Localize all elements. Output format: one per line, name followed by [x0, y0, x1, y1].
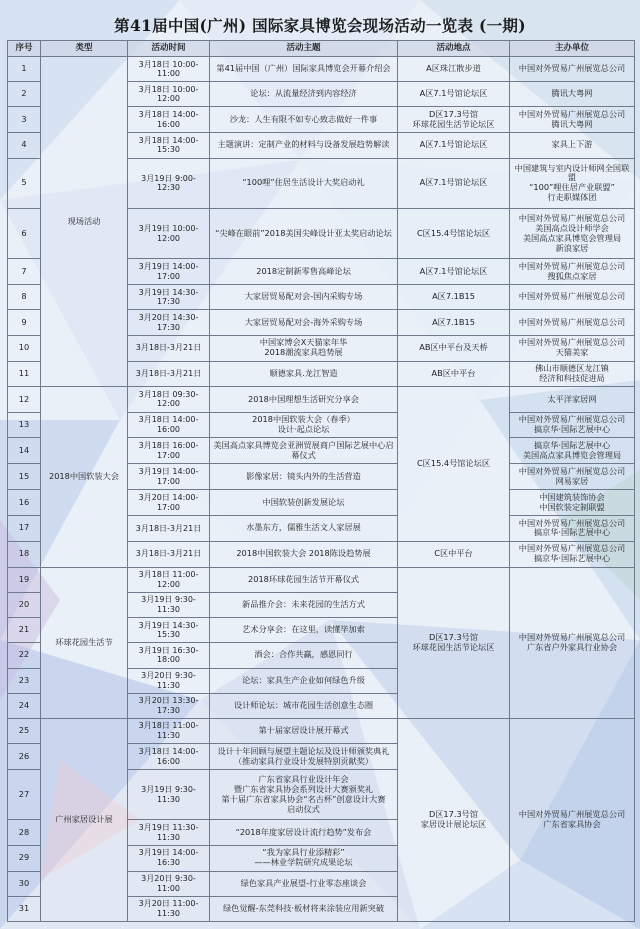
location-line: D区17.3号馆: [428, 809, 479, 820]
row-topic: [210, 718, 398, 743]
row-no: 29: [8, 845, 41, 871]
location-line: D区17.3号馆: [428, 631, 479, 642]
topic-line: 幕仪式: [291, 449, 316, 460]
row-topic: [210, 208, 398, 258]
row-topic: [210, 335, 398, 361]
row-no: 7: [8, 259, 41, 285]
org-line: 中国对外贸易广州展览总公司: [518, 543, 626, 554]
row-no: 31: [8, 896, 41, 921]
header-no: 序号: [8, 41, 41, 57]
row-location: C区15.4号馆论坛区: [398, 387, 510, 541]
topic-line: 水墨东方，儒雅生活文人家居展: [246, 522, 361, 533]
org-line: 搞京华·国际艺展中心: [533, 553, 611, 564]
row-organizer: [510, 208, 635, 258]
row-topic: [210, 158, 398, 208]
row-time: 3月20日 14:00-17:00: [128, 490, 210, 516]
topic-line: 中国软装创新发展论坛: [262, 496, 345, 507]
org-line: 腾讯大粤网: [551, 88, 593, 99]
topic-line: 2018中国软装大会 2018陈设趋势展: [236, 548, 371, 559]
org-line: 广东省户外家具行业协会: [526, 641, 618, 652]
row-organizer: [510, 718, 635, 921]
row-time: 3月19日 14:00-17:00: [128, 259, 210, 285]
row-organizer: [510, 82, 635, 107]
org-line: 搞京华·国际艺展中心: [533, 527, 611, 538]
topic-line: 设计师论坛：城市花园生活创意生态圈: [233, 699, 374, 710]
row-topic: [210, 668, 398, 693]
org-line: 美国高点家具博览会管理局: [522, 232, 622, 243]
row-topic: [210, 567, 398, 592]
row-no: 3: [8, 107, 41, 133]
row-organizer: [510, 567, 635, 718]
row-time: 3月18日 10:00-11:00: [128, 57, 210, 82]
topic-line: 设计·起点论坛: [277, 423, 330, 434]
row-no: 10: [8, 335, 41, 361]
org-line: 网易家居: [555, 475, 589, 486]
row-organizer: [510, 259, 635, 285]
location-line: D区17.3号馆: [428, 109, 479, 120]
org-line: 搞京华·国际艺展中心: [533, 439, 611, 450]
row-no: 5: [8, 158, 41, 208]
row-topic: [210, 259, 398, 285]
org-line: 广东省家具协会: [543, 818, 601, 829]
topic-line: （推动家具行业设计发展特别贡献奖）: [233, 755, 374, 766]
org-line: “100”哩住居产业联盟”: [529, 182, 615, 193]
topic-line: 顺德家具.龙江智造: [269, 368, 338, 378]
topic-line: 第十届家居设计展开幕式: [258, 725, 349, 736]
row-topic: [210, 464, 398, 490]
row-time: 3月18日 16:00-17:00: [128, 438, 210, 464]
row-location: A区7.1B15: [398, 310, 510, 335]
row-no: 19: [8, 567, 41, 592]
row-no: 11: [8, 361, 41, 387]
row-location: A区珠江散步道: [398, 57, 510, 82]
org-line: 家具上下游: [551, 139, 593, 150]
location-line: 环球花园生活节论坛区: [412, 641, 495, 652]
row-time: 3月20日 13:30-17:30: [128, 693, 210, 718]
org-line: 行走职媒体团: [547, 192, 597, 203]
row-no: 16: [8, 490, 41, 516]
org-line: 天猫美家: [555, 347, 589, 358]
row-no: 23: [8, 668, 41, 693]
row-time: 3月19日 9:00-12:30: [128, 158, 210, 208]
topic-line: 绿色家具产业展望-行业零态座谈会: [240, 877, 367, 888]
org-line: 搞京华·国际艺展中心: [533, 423, 611, 434]
topic-line: 第41届中国（广州）国际家具博览会开幕介绍会: [216, 63, 391, 74]
org-line: 中国对外贸易广州展览总公司: [518, 260, 626, 271]
row-topic: [210, 541, 398, 567]
row-topic: [210, 643, 398, 668]
org-line: 中国对外贸易广州展览总公司: [518, 465, 626, 476]
row-location: AB区中平台及天桥: [398, 335, 510, 361]
row-topic: [210, 438, 398, 464]
topic-line: 2018环球花园生活节开幕仪式: [248, 573, 359, 584]
row-no: 21: [8, 618, 41, 643]
row-organizer: [510, 310, 635, 335]
row-topic: [210, 592, 398, 617]
row-time: 3月18日 14:00-16:00: [128, 107, 210, 133]
row-time: 3月18日 11:00-12:00: [128, 567, 210, 592]
row-location: A区7.1号馆论坛区: [398, 259, 510, 285]
row-topic: [210, 896, 398, 921]
row-topic: [210, 820, 398, 845]
header-topic: 活动主题: [210, 41, 398, 57]
group-cell: 2018中国软装大会: [41, 387, 128, 567]
row-topic: [210, 871, 398, 896]
row-location: AB区中平台: [398, 361, 510, 387]
row-time: 3月19日 14:00-16:30: [128, 845, 210, 871]
row-time: 3月18日-3月21日: [128, 541, 210, 567]
row-time: 3月19日 9:30-11:30: [128, 770, 210, 820]
row-no: 27: [8, 770, 41, 820]
topic-line: 启动仪式: [287, 803, 320, 814]
row-organizer: [510, 438, 635, 464]
row-location: [398, 107, 510, 133]
row-time: 3月18日-3月21日: [128, 361, 210, 387]
row-topic: [210, 133, 398, 158]
header-time: 活动时间: [128, 41, 210, 57]
activity-table: [7, 40, 635, 922]
row-organizer: [510, 541, 635, 567]
topic-line: 设计十年回顾与展望主题论坛及设计师颁奖典礼: [217, 745, 390, 756]
row-organizer: [510, 158, 635, 208]
row-location: C区15.4号馆论坛区: [398, 208, 510, 258]
topic-line: 酒会：合作共赢，感恩同行: [254, 649, 353, 660]
row-time: 3月18日-3月21日: [128, 335, 210, 361]
page-title: 第41届中国(广州) 国际家具博览会现场活动一览表 (一期): [114, 16, 526, 35]
row-organizer: [510, 107, 635, 133]
org-line: 中国对外贸易广州展览总公司: [518, 63, 626, 74]
row-topic: [210, 412, 398, 438]
org-line: 中国对外贸易广州展览总公司: [518, 414, 626, 425]
row-no: 1: [8, 57, 41, 82]
topic-line: 沙龙：人生有限不如专心致志做好一件事: [229, 113, 378, 124]
row-organizer: [510, 464, 635, 490]
row-organizer: [510, 335, 635, 361]
row-topic: [210, 361, 398, 387]
row-organizer: [510, 361, 635, 387]
topic-line: 2018潮流家具趋势展: [264, 347, 343, 358]
row-organizer: [510, 515, 635, 541]
org-line: 搜狐焦点家居: [547, 270, 597, 281]
topic-line: 中国家博会X天猫家年华: [259, 337, 348, 348]
topic-line: 2018中国软装大会（春季）: [252, 414, 355, 425]
header-organizer: 主办单位: [510, 41, 635, 57]
row-location: C区中平台: [398, 541, 510, 567]
row-topic: [210, 285, 398, 310]
row-location: A区7.1号馆论坛区: [398, 133, 510, 158]
row-time: 3月19日 14:30-17:30: [128, 285, 210, 310]
group-cell: 环球花园生活节: [41, 567, 128, 718]
group-cell: 现场活动: [41, 57, 128, 387]
row-no: 2: [8, 82, 41, 107]
org-line: 中国建筑与室内设计师网全国联盟: [514, 162, 630, 183]
row-time: 3月18日-3月21日: [128, 515, 210, 541]
row-topic: [210, 693, 398, 718]
row-no: 13: [8, 412, 41, 438]
row-location: [398, 567, 510, 718]
row-time: 3月18日 11:00-11:30: [128, 718, 210, 743]
topic-line: 新品推介会：未来花园的生活方式: [242, 599, 365, 610]
topic-line: 暨广东省家具协会系列设计大赛颁奖礼: [233, 783, 374, 794]
topic-line: 大家居贸易配对会-国内采购专场: [244, 291, 363, 302]
org-line: 美国高点设计师学会: [535, 222, 609, 233]
row-topic: [210, 845, 398, 871]
org-line: 中国对外贸易广州展览总公司: [518, 291, 626, 302]
row-no: 28: [8, 820, 41, 845]
row-no: 14: [8, 438, 41, 464]
org-line: 中国对外贸易广州展览总公司: [518, 212, 626, 223]
row-time: 3月18日 09:30-12:00: [128, 387, 210, 412]
row-no: 22: [8, 643, 41, 668]
row-topic: [210, 107, 398, 133]
row-topic: [210, 770, 398, 820]
topic-line: 论坛：家具生产企业如何绿色升级: [242, 674, 365, 685]
row-location: A区7.1号馆论坛区: [398, 82, 510, 107]
row-organizer: [510, 490, 635, 516]
topic-line: 论坛：从流量经济到内容经济: [250, 88, 357, 99]
org-line: 腾讯大粤网: [551, 118, 593, 129]
row-topic: [210, 387, 398, 412]
row-topic: [210, 82, 398, 107]
row-topic: [210, 490, 398, 516]
row-time: 3月20日 11:00-11:30: [128, 896, 210, 921]
row-time: 3月18日 10:00-12:00: [128, 82, 210, 107]
row-location: A区7.1号馆论坛区: [398, 158, 510, 208]
org-line: 中国软装定制联盟: [539, 501, 605, 512]
row-no: 18: [8, 541, 41, 567]
org-line: 中国对外贸易广州展览总公司: [518, 109, 626, 120]
row-organizer: [510, 57, 635, 82]
org-line: 经济和科技促进局: [539, 372, 605, 383]
row-no: 30: [8, 871, 41, 896]
row-no: 4: [8, 133, 41, 158]
topic-line: 艺术分享会：在这里，读懂毕加索: [242, 624, 365, 635]
row-topic: [210, 57, 398, 82]
row-location: [398, 718, 510, 921]
topic-line: 大家居贸易配对会-海外采购专场: [244, 316, 363, 327]
row-time: 3月19日 14:00-17:00: [128, 464, 210, 490]
row-time: 3月20日 9:30-11:30: [128, 668, 210, 693]
org-line: 中国对外贸易广州展览总公司: [518, 337, 626, 348]
table-row: [8, 567, 635, 592]
table-header-row: [8, 41, 635, 57]
org-line: 中国对外贸易广州展览总公司: [518, 517, 626, 528]
table-row: [8, 387, 635, 412]
row-location: A区7.1B15: [398, 285, 510, 310]
row-no: 25: [8, 718, 41, 743]
row-no: 17: [8, 515, 41, 541]
topic-line: 美国高点家具博览会亚洲贸展商户国际艺展中心启: [213, 439, 394, 450]
topic-line: ——林业学院研究成果论坛: [254, 857, 353, 868]
topic-line: 2018中国理想生活研究分享会: [248, 393, 359, 404]
header-location: 活动地点: [398, 41, 510, 57]
topic-line: 影像家居：镜头内外的生活营造: [246, 470, 361, 481]
row-time: 3月18日 14:00-15:30: [128, 133, 210, 158]
topic-line: “2018年度家居设计流行趋势”发布会: [235, 826, 372, 837]
row-no: 12: [8, 387, 41, 412]
table-row: [8, 718, 635, 743]
row-time: 3月19日 9:30-11:30: [128, 592, 210, 617]
table-row: [8, 57, 635, 82]
location-line: 环球花园生活节论坛区: [412, 118, 495, 129]
topic-line: “100哩”住居生活设计大奖启动礼: [242, 177, 365, 188]
org-line: 新浪家居: [555, 242, 589, 253]
row-topic: [210, 618, 398, 643]
row-organizer: [510, 285, 635, 310]
topic-line: “尖峰在眼前”2018美国尖峰设计亚太奖启动论坛: [215, 227, 392, 238]
row-no: 15: [8, 464, 41, 490]
topic-line: 2018定制新零售高峰论坛: [256, 265, 351, 276]
topic-line: 第十届广东省家具协会“名古杯”创意设计大赛: [221, 793, 386, 804]
org-line: 中国对外贸易广州展览总公司: [518, 316, 626, 327]
row-time: 3月18日 14:00-16:00: [128, 412, 210, 438]
org-line: 佛山市顺德区龙江镇: [535, 363, 609, 374]
location-line: 家居设计展论坛区: [420, 818, 487, 829]
row-no: 26: [8, 744, 41, 770]
row-time: 3月19日 14:30-15:30: [128, 618, 210, 643]
row-no: 6: [8, 208, 41, 258]
row-topic: [210, 515, 398, 541]
org-line: 太平洋家居网: [547, 393, 597, 404]
topic-line: 广东省家具行业设计年会: [258, 774, 349, 785]
row-organizer: [510, 387, 635, 412]
row-no: 20: [8, 592, 41, 617]
row-no: 9: [8, 310, 41, 335]
row-no: 24: [8, 693, 41, 718]
org-line: 美国高点家具博览会管理局: [522, 449, 622, 460]
org-line: 中国建筑装饰协会: [539, 491, 605, 502]
row-time: 3月19日 11:30-11:30: [128, 820, 210, 845]
row-time: 3月18日 14:00-16:00: [128, 744, 210, 770]
row-time: 3月20日 14:30-17:30: [128, 310, 210, 335]
group-cell: 广州家居设计展: [41, 718, 128, 921]
topic-line: 绿色觉醒-东莞科技·板材将来涂装应用新突破: [222, 902, 385, 913]
org-line: 中国对外贸易广州展览总公司: [518, 631, 626, 642]
org-line: 中国对外贸易广州展览总公司: [518, 809, 626, 820]
topic-line: “我为家具行业添精彩”: [262, 847, 345, 858]
row-topic: [210, 744, 398, 770]
row-topic: [210, 310, 398, 335]
row-time: 3月19日 16:30-18:00: [128, 643, 210, 668]
row-time: 3月20日 9:30-11:00: [128, 871, 210, 896]
topic-line: 主题演讲：定制产业的材料与设备发展趋势解读: [217, 139, 390, 150]
row-time: 3月19日 10:00-12:00: [128, 208, 210, 258]
row-organizer: [510, 412, 635, 438]
row-no: 8: [8, 285, 41, 310]
header-type: 类型: [41, 41, 128, 57]
row-organizer: [510, 133, 635, 158]
